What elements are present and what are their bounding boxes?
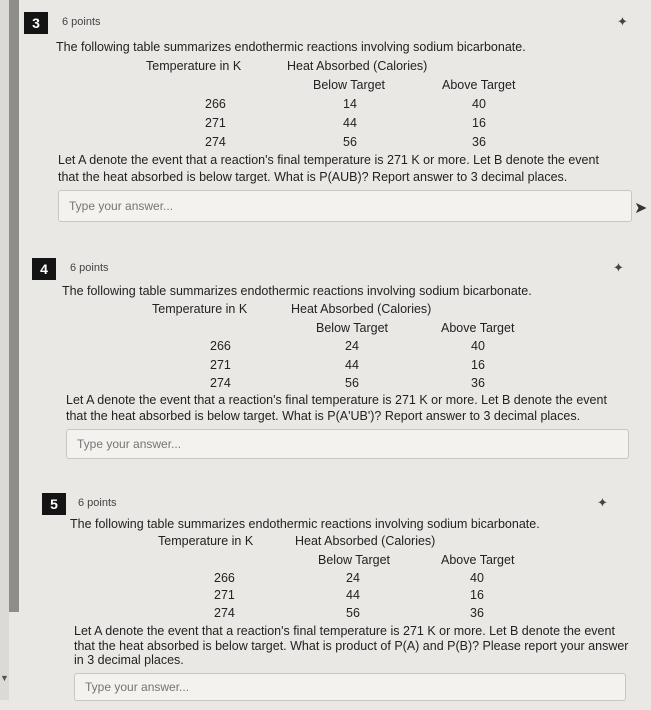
subheader-above-target: Above Target xyxy=(442,78,516,92)
row2-below: 44 xyxy=(346,588,360,602)
column-heat-header: Heat Absorbed (Calories) xyxy=(295,534,436,548)
row3-below: 56 xyxy=(346,606,360,620)
question-intro: The following table summarizes endothermic reactions involving sodium bicarbonate. xyxy=(56,40,526,54)
points-label: 6 points xyxy=(62,16,101,28)
question-5 xyxy=(0,480,651,710)
row3-below: 56 xyxy=(345,376,359,390)
column-temperature-header: Temperature in K xyxy=(158,534,254,548)
answer-input[interactable] xyxy=(74,673,626,701)
question-text-line2: that the heat absorbed is below target. What is P(AUB)? Report answer to 3 decimal places. xyxy=(58,170,568,184)
row3-temp: 274 xyxy=(214,606,235,620)
row2-below: 44 xyxy=(345,358,359,372)
question-number: 4 xyxy=(32,258,56,280)
row3-above: 36 xyxy=(471,376,485,390)
subheader-below-target: Below Target xyxy=(313,78,386,92)
column-temperature-header: Temperature in K xyxy=(152,302,248,316)
question-3 xyxy=(0,0,651,230)
row2-below: 44 xyxy=(343,116,357,130)
question-4 xyxy=(0,246,651,476)
question-text-line1: Let A denote the event that a reaction's final temperature is 271 K or more. Let B denote the event xyxy=(58,153,599,167)
question-intro: The following table summarizes endothermic reactions involving sodium bicarbonate. xyxy=(62,284,532,298)
question-number: 3 xyxy=(24,12,48,34)
pin-icon[interactable]: ✦ xyxy=(617,14,628,29)
row1-below: 24 xyxy=(345,339,359,353)
pin-icon[interactable]: ✦ xyxy=(597,495,608,510)
subheader-above-target: Above Target xyxy=(441,321,515,335)
row1-temp: 266 xyxy=(210,339,231,353)
row3-temp: 274 xyxy=(205,135,226,149)
row3-below: 56 xyxy=(343,135,357,149)
row1-below: 14 xyxy=(343,97,357,111)
answer-input[interactable] xyxy=(66,429,629,459)
pin-icon[interactable]: ✦ xyxy=(613,260,624,275)
row1-below: 24 xyxy=(346,571,360,585)
row2-temp: 271 xyxy=(210,358,231,372)
row2-temp: 271 xyxy=(214,588,235,602)
points-label: 6 points xyxy=(78,497,117,509)
question-number: 5 xyxy=(42,493,66,515)
row3-temp: 274 xyxy=(210,376,231,390)
row1-above: 40 xyxy=(470,571,484,585)
mouse-cursor-icon: ➤ xyxy=(634,200,648,217)
column-heat-header: Heat Absorbed (Calories) xyxy=(287,59,428,73)
question-text-line3: in 3 decimal places. xyxy=(74,653,184,667)
answer-input[interactable] xyxy=(58,190,632,222)
question-text-line1: Let A denote the event that a reaction's final temperature is 271 K or more. Let B denote the event xyxy=(74,624,615,638)
points-label: 6 points xyxy=(70,262,109,274)
column-temperature-header: Temperature in K xyxy=(146,59,242,73)
scroll-down-arrow-icon[interactable]: ▼ xyxy=(0,673,9,683)
question-text-line2: that the heat absorbed is below target. What is product of P(A) and P(B)? Please report your answer xyxy=(74,639,629,653)
question-text-line2: that the heat absorbed is below target. What is P(A'UB')? Report answer to 3 decimal places. xyxy=(66,409,581,423)
row3-above: 36 xyxy=(470,606,484,620)
row1-temp: 266 xyxy=(214,571,235,585)
subheader-above-target: Above Target xyxy=(441,553,515,567)
row1-above: 40 xyxy=(471,339,485,353)
row2-temp: 271 xyxy=(205,116,226,130)
row1-above: 40 xyxy=(472,97,486,111)
row2-above: 16 xyxy=(472,116,486,130)
row2-above: 16 xyxy=(471,358,485,372)
subheader-below-target: Below Target xyxy=(318,553,391,567)
question-intro: The following table summarizes endothermic reactions involving sodium bicarbonate. xyxy=(70,517,540,531)
column-heat-header: Heat Absorbed (Calories) xyxy=(291,302,432,316)
row2-above: 16 xyxy=(470,588,484,602)
row1-temp: 266 xyxy=(205,97,226,111)
row3-above: 36 xyxy=(472,135,486,149)
question-text-line1: Let A denote the event that a reaction's final temperature is 271 K or more. Let B denote the event xyxy=(66,393,607,407)
subheader-below-target: Below Target xyxy=(316,321,389,335)
